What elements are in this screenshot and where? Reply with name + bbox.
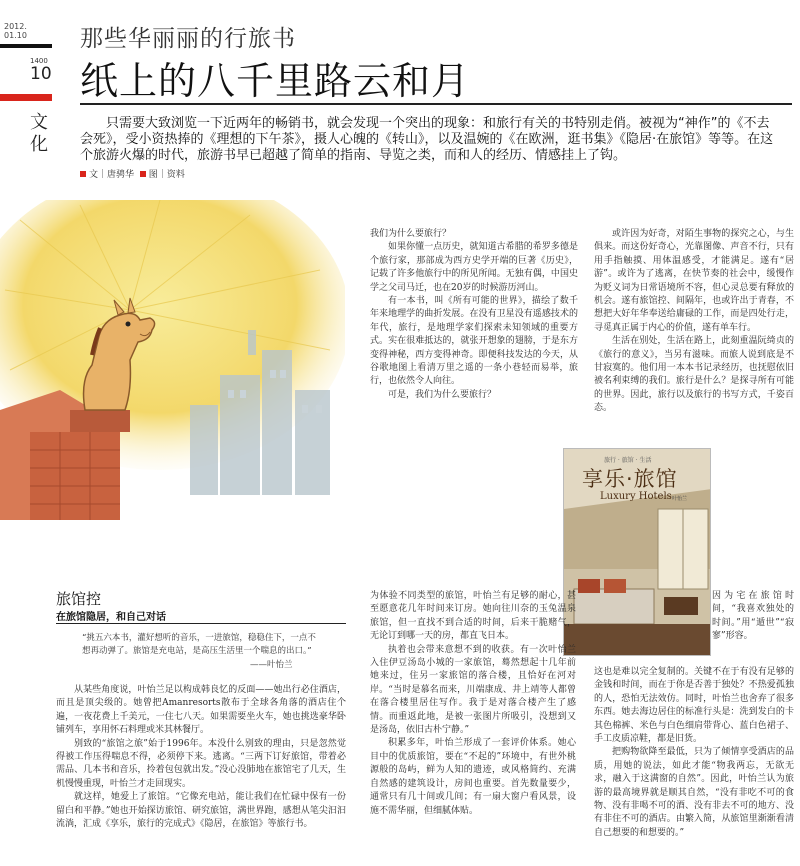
paragraph: 把购物欲降至最低，只为了倾情享受酒店的品质，用她的说法，如此才能“物我两忘，无欲无求，融入于这满窗的自然”。因此，叶怡兰认为旅游的最高境界就是顺其自然，“没有非吃不可的食物、没有非喝不可的酒、没有非去不可的地方、没有非住不可的酒店。由繁入简，从旅馆里渐渐看清自己想要的和想要的。”: [594, 747, 794, 838]
headline-rule: [80, 103, 792, 105]
sidebar-rule-black: [0, 44, 52, 48]
byline-text-label: 文: [89, 170, 99, 180]
article-column-1: [370, 228, 578, 402]
byline-image-label: 图: [148, 170, 158, 180]
pull-quote: “挑五六本书，灌好想听的音乐，一进旅馆，稳稳住下，一点不想再动弹了。旅馆是充电站，是高压生活里一个喘息的出口。”: [82, 633, 316, 656]
page-title: 纸上的八千里路云和月: [80, 59, 471, 103]
paragraph: 生活在别处，生活在路上，此刻重温阮绮贞的《旅行的意义》，当另有滋味。而旅人说到底是不甘寂寞的。他们用一本本书记录经历，也抚慰依旧被名利束缚的我们。旅行是什么？是探寻所有可能的世界。因此，旅行以及旅行的书写方式，千姿百态。: [594, 336, 794, 414]
book-cover-image: [563, 448, 711, 656]
paragraph: 有一本书，叫《所有可能的世界》，描绘了数千年来地理学的曲折发展。在没有卫星没有遥感技术的年代，旅行，是地理学家们探索未知领域的重要方式。实在很难抵达的，就张开想象的翅膀，于是东方变得神秘，西方变得神奇。即便科技发达的今天，从谷歌地图上看清万里之遥的一条小巷轻而易举，旅行，也依然令人向往。: [370, 296, 578, 387]
paragraph: 因为宅在旅馆时间，“我喜欢独处的时间。”用“遁世”“寂寥”形容。: [712, 591, 794, 642]
paragraph: 积累多年，叶怡兰形成了一套评价体系。她心目中的优质旅馆，要在“不起的”环境中，有世外桃源般的岛屿，鲜为人知的遗迹，或风格简约、充满自然感的建筑设计，房间也重要。首先数量要少，通常只有几十间或几间；有一扇大窗户看风景，设施不需华丽，但细腻体贴。: [370, 738, 576, 816]
subsection-title: 旅馆控: [56, 590, 102, 608]
lead-paragraph: 只需要大致浏览一下近两年的畅销书，就会发现一个突出的现象：和旅行有关的书特别走俏。被视为“神作”的《不去会死》，受小资热捧的《理想的下午茶》，摄人心魄的《转山》，以及温婉的《在欧洲，逛书集》《隐居·在旅馆》等等。在这个旅游火爆的时代，旅游书早已超越了简单的指南、导览之类，而和人的经历、情感挂上了钩。: [80, 116, 774, 163]
paragraph: 别致的“旅馆之旅”始于1996年。本没什么别致的理由，只是忽然觉得被工作压得喘息不得，必须停下来。逃离。“三两下订好旅馆，带着必需品、几本书和音乐，拎着包包就出发。”没心没肺地在旅馆宅了几天，生机慢慢重现，叶怡兰才走回现实。: [56, 738, 346, 789]
paragraph: 为体验不同类型的旅馆，叶怡兰有足够的耐心，甚至愿意花几年时间来订房。她向往川奈的玉兔温泉旅馆，但一直找不到合适的时间，后来干脆赌气，无论订到哪一天的房，都直飞日本。: [370, 591, 576, 642]
subsection-subtitle: 在旅馆隐居，和自己对话: [56, 612, 166, 623]
paragraph: 可是，我们为什么要旅行？: [388, 389, 497, 400]
section-label-char-2: 化: [30, 134, 48, 155]
article-column-4: [370, 590, 576, 818]
article-column-5: [594, 666, 794, 840]
kicker-title: 那些华丽丽的行旅书: [80, 26, 296, 52]
red-square-icon: [80, 171, 86, 177]
paragraph: 这也是难以完全复制的。关键不在于有没有足够的金钱和时间，而在于你是否善于独处？不热爱孤独的人，恐怕无法效仿。同时，叶怡兰也舍弃了很多东西。她去海边居住的标准行头是：洗到发白的卡其色棉裤、米色与白色细肩带背心、蓝白色裙子、手工皮质凉鞋，都是旧货。: [594, 667, 794, 745]
issue-date: 2012. 01.10: [4, 22, 27, 40]
article-column-3: [56, 684, 346, 831]
paragraph: 就这样，她爱上了旅馆。“它像充电站，能让我们在忙碌中保有一份留白和平静。”她也开始探访旅馆、研究旅馆，满世界跑，感想从笔尖汩汩流淌，汇成《享乐，旅行的完成式》《隐居，在旅馆》等旅行书。: [56, 792, 346, 830]
book-subtitle: Luxury Hotels: [600, 491, 672, 502]
book-tagline: 旅行 · 旅馆 · 生活: [604, 457, 652, 464]
paragraph: 如果你懂一点历史，就知道古希腊的希罗多德是个旅行家，那部成为西方史学开端的巨著《历史》，记载了许多他旅行中的所见所闻。无独有偶，中国史学之父司马迁，也在20岁的时候游历河山。: [370, 242, 578, 293]
article-column-5-top: [712, 590, 794, 644]
pull-quote-attribution: ——叶怡兰: [250, 660, 293, 670]
page-number: 10: [30, 64, 52, 84]
paragraph: 或许因为好奇，对陌生事物的探究之心，与生俱来。而这份好奇心，光靠图像、声音不行，只有用手指触摸、用体温感受，才能满足。遂有“居游”。或许为了逃离，在快节奏的社会中，缓慢作为贬义词为日常语境所不容，但心灵总要有释放的机会。遂有旅馆控、间隔年，也或许出于青春，不想把大好年华奉送给庸碌的工作，而是四处行走，寻觅真正属于内心的价值，遂有单车行。: [594, 229, 794, 333]
paragraph: 我们为什么要旅行？: [370, 229, 452, 239]
article-column-2: [594, 228, 794, 416]
red-square-icon: [140, 171, 146, 177]
issue-number: 1400: [30, 57, 48, 65]
byline-author: 唐骋华: [107, 170, 135, 180]
subsection-rule: [56, 623, 346, 624]
horse-on-roof-illustration: [0, 200, 345, 520]
paragraph: 从某些角度说，叶怡兰足以构成韩良忆的反面——她出行必住酒店，而且是顶尖级的。她曾把Amanresorts散布于全球各角落的酒店住个遍，一夜花费上千美元，一住七八天。如果需要坐火车，她也挑选豪华卧铺列车，享用怀石料理或米其林餐厅。: [56, 685, 346, 736]
section-label-char-1: 文: [30, 112, 48, 133]
paragraph: 执着也会带来意想不到的收获。有一次叶怡兰入住伊豆汤岛小城的一家旅馆，蓦然想起十几年前她来过，住另一家旅馆的落合楼，且恰好在河对岸。“当时是慕名而来，川端康成、井上靖等人都曾在落合楼里居住写作。我于是对落合楼产生了感情。而重返此地，是被一张图片所吸引，没想到又是汤岛，依旧古朴宁静。”: [370, 644, 576, 736]
sidebar-rule-red: [0, 94, 52, 101]
book-title: 享乐·旅馆: [582, 467, 678, 491]
byline: 文｜唐骋华 图｜资料: [80, 167, 185, 180]
book-author: 叶怡兰: [672, 496, 688, 502]
byline-image-source: 资料: [166, 170, 185, 180]
